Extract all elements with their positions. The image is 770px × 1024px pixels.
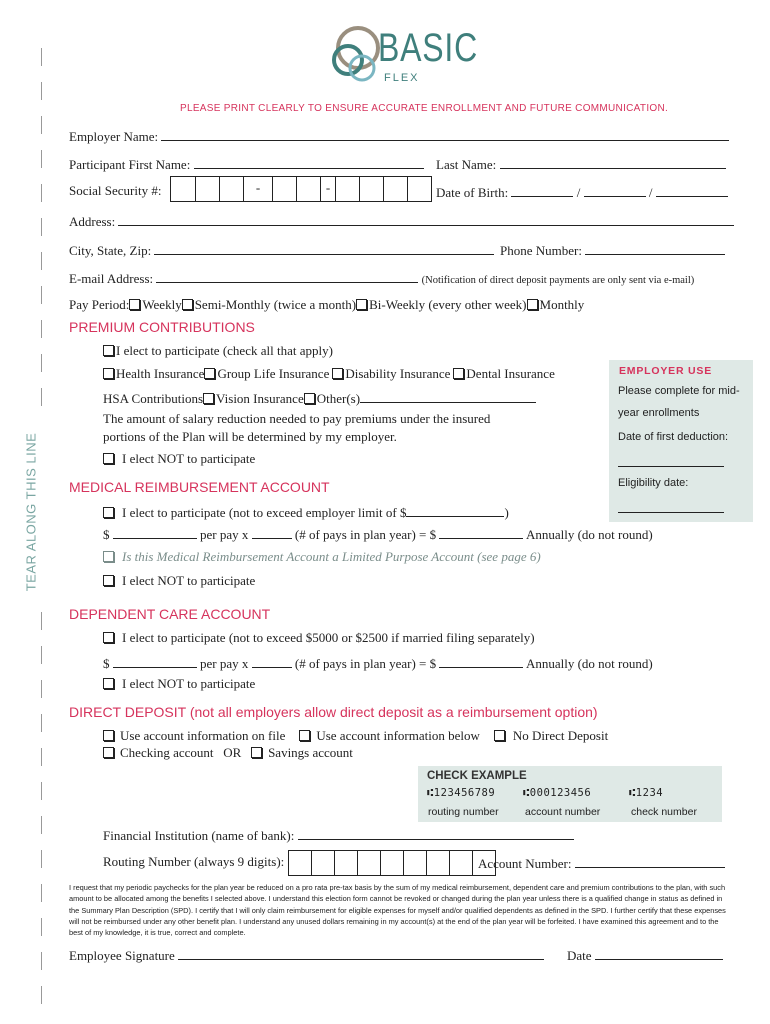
premium-note-line1: The amount of salary reduction needed to pay premiums under the insured xyxy=(103,411,491,426)
employer-use-heading: EMPLOYER USE xyxy=(619,365,713,377)
medical-limited-checkbox[interactable] xyxy=(103,551,114,562)
logo xyxy=(326,22,479,92)
medical-elect-row: I elect to participate (not to exceed employer limit of $ ) xyxy=(103,503,509,521)
account-number-caption: account number xyxy=(525,806,601,818)
medical-elect-label: I elect to participate (not to exceed employer limit of $ xyxy=(122,505,407,520)
checking-label: Checking account xyxy=(120,745,214,760)
weekly-checkbox[interactable] xyxy=(129,299,140,310)
city-row xyxy=(69,241,494,259)
disability-checkbox[interactable] xyxy=(332,368,343,379)
disability-label: Disability Insurance xyxy=(345,366,451,381)
account-number-label: Account Number: xyxy=(478,856,572,871)
dob-month-field[interactable] xyxy=(511,183,573,197)
phone-label: Phone Number: xyxy=(500,243,582,258)
phone-field[interactable] xyxy=(585,241,725,255)
dependent-elect-not-row xyxy=(103,676,255,692)
or-label: OR xyxy=(223,745,242,760)
institution-row xyxy=(103,826,574,844)
dob-day-field[interactable] xyxy=(584,183,646,197)
eligibility-label: Eligibility date: xyxy=(618,477,689,489)
dependent-elect-label: I elect to participate (not to exceed $5000 or $2500 if married filing separately) xyxy=(122,630,535,645)
premium-elect-not-label: I elect NOT to participate xyxy=(122,451,256,466)
other-field[interactable] xyxy=(360,389,536,403)
dependent-calc-row: $ per pay x (# of pays in plan year) = $ Annually (do not round) xyxy=(103,656,653,671)
medical-annual-field[interactable] xyxy=(439,525,523,539)
employer-name-row xyxy=(69,127,729,145)
medical-elect-checkbox[interactable] xyxy=(103,507,114,518)
dd-options-row xyxy=(103,728,608,744)
email-label: E-mail Address: xyxy=(69,271,154,286)
dependent-pays-field[interactable] xyxy=(252,654,292,668)
premium-elect-label: I elect to participate (check all that apply) xyxy=(116,343,333,358)
use-file-checkbox[interactable] xyxy=(103,730,114,741)
premium-options-row2 xyxy=(103,389,536,407)
dental-checkbox[interactable] xyxy=(453,368,464,379)
check-number-caption: check number xyxy=(631,806,697,818)
routing-label: Routing Number (always 9 digits): xyxy=(103,854,285,869)
check-routing-number: ⑆123456789 xyxy=(427,787,496,799)
account-number-field[interactable] xyxy=(575,854,725,868)
routing-number-caption: routing number xyxy=(428,806,499,818)
email-row xyxy=(69,269,694,287)
dob-label: Date of Birth: xyxy=(436,185,509,200)
weekly-label: Weekly xyxy=(142,297,182,312)
dependent-heading: DEPENDENT CARE ACCOUNT xyxy=(69,606,271,622)
address-field[interactable] xyxy=(118,212,734,226)
dependent-elect-not-checkbox[interactable] xyxy=(103,678,114,689)
premium-elect-checkbox[interactable] xyxy=(103,345,114,356)
semi-monthly-checkbox[interactable] xyxy=(182,299,193,310)
savings-label: Savings account xyxy=(268,745,353,760)
first-deduction-label: Date of first deduction: xyxy=(618,431,729,443)
instructions: PLEASE PRINT CLEARLY TO ENSURE ACCURATE ENROLLMENT AND FUTURE COMMUNICATION. xyxy=(180,103,669,114)
first-name-label: Participant First Name: xyxy=(69,157,191,172)
ssn-label: Social Security #: xyxy=(69,183,162,198)
premium-heading: PREMIUM CONTRIBUTIONS xyxy=(69,319,255,335)
logo-mark-icon xyxy=(326,22,386,90)
group-life-label: Group Life Insurance xyxy=(217,366,330,381)
institution-field[interactable] xyxy=(298,826,574,840)
use-below-checkbox[interactable] xyxy=(299,730,310,741)
employee-signature-field[interactable] xyxy=(178,946,544,960)
other-checkbox[interactable] xyxy=(304,393,315,404)
medical-heading: MEDICAL REIMBURSEMENT ACCOUNT xyxy=(69,479,330,495)
premium-note-line2: portions of the Plan will be determined by my employer. xyxy=(103,429,397,444)
employer-use-line1: Please complete for mid- xyxy=(618,385,740,397)
last-name-row xyxy=(436,155,726,173)
signature-date-label: Date xyxy=(567,948,592,963)
legal-text: I request that my periodic paychecks for the plan year be reduced on a pro rata pre-tax basis by the sum of my medical reimbursement, dependent care and premium contributions to the plan, with such amount to be allocated among the benefits I selected above. I understand this election form cannot be revoked or changed during the plan year unless there is a qualified change in status as defined in the Summary Plan Description (SPD). I certify that I will only claim reimbursement for eligible expenses for myself and/or qualified dependents as defined in the SPD. I further certify that these expenses will not be reimbursed under any other benefit plan. I understand any unused dollars remaining in my account(s) at the end of the plan year will be forfeited. I have examined this agreement and to the best of my knowledge, it is true, correct and complete. xyxy=(69,883,726,938)
employee-signature-label: Employee Signature xyxy=(69,948,175,963)
monthly-checkbox[interactable] xyxy=(527,299,538,310)
dependent-elect-row xyxy=(103,630,535,646)
health-insurance-label: Health Insurance xyxy=(116,366,205,381)
logo-text: BASIC xyxy=(378,26,479,70)
first-deduction-field[interactable] xyxy=(618,455,724,467)
address-row xyxy=(69,212,734,230)
no-dd-checkbox[interactable] xyxy=(494,730,505,741)
medical-annual-label: Annually (do not round) xyxy=(525,527,653,542)
phone-row xyxy=(500,241,725,259)
no-dd-label: No Direct Deposit xyxy=(512,728,609,743)
email-field[interactable] xyxy=(156,269,418,283)
direct-deposit-heading: DIRECT DEPOSIT (not all employers allow direct deposit as a reimbursement option) xyxy=(69,704,598,720)
group-life-checkbox[interactable] xyxy=(204,368,215,379)
medical-limit-field[interactable] xyxy=(406,503,504,517)
city-field[interactable] xyxy=(154,241,494,255)
pay-period-row xyxy=(69,297,584,313)
premium-elect-not-row xyxy=(103,451,255,467)
dependent-pays-label: (# of pays in plan year) = $ xyxy=(294,656,437,671)
medical-pays-field[interactable] xyxy=(252,525,292,539)
employer-name-label: Employer Name: xyxy=(69,129,159,144)
hsa-label: HSA Contributions xyxy=(103,391,204,406)
first-name-field[interactable] xyxy=(194,155,424,169)
health-insurance-checkbox[interactable] xyxy=(103,368,114,379)
email-note: (Notification of direct deposit payments are only sent via e-mail) xyxy=(421,275,695,286)
dependent-elect-not-label: I elect NOT to participate xyxy=(122,676,256,691)
eligibility-field[interactable] xyxy=(618,501,724,513)
savings-checkbox[interactable] xyxy=(251,747,262,758)
checking-checkbox[interactable] xyxy=(103,747,114,758)
pay-period-label: Pay Period: xyxy=(69,297,130,312)
vision-label: Vision Insurance xyxy=(216,391,304,406)
bi-weekly-label: Bi-Weekly (every other week) xyxy=(369,297,527,312)
address-label: Address: xyxy=(69,214,116,229)
signature-date-field[interactable] xyxy=(595,946,723,960)
use-below-label: Use account information below xyxy=(316,728,480,743)
medical-elect-not-label: I elect NOT to participate xyxy=(122,573,256,588)
bi-weekly-checkbox[interactable] xyxy=(356,299,367,310)
medical-calc-row: $ per pay x (# of pays in plan year) = $ Annually (do not round) xyxy=(103,527,653,542)
dob-year-field[interactable] xyxy=(656,183,728,197)
check-example-title: CHECK EXAMPLE xyxy=(427,770,527,782)
medical-pays-label: (# of pays in plan year) = $ xyxy=(294,527,437,542)
dependent-per-pay-field[interactable] xyxy=(113,654,197,668)
first-name-row xyxy=(69,155,424,173)
dependent-elect-checkbox[interactable] xyxy=(103,632,114,643)
use-file-label: Use account information on file xyxy=(120,728,286,743)
dependent-annual-field[interactable] xyxy=(439,654,523,668)
hsa-checkbox[interactable] xyxy=(203,393,214,404)
premium-options-row1 xyxy=(103,366,555,382)
check-account-number: ⑆000123456 xyxy=(523,787,592,799)
employer-use-line2: year enrollments xyxy=(618,407,700,419)
medical-limited-row xyxy=(103,549,541,565)
semi-monthly-label: Semi-Monthly (twice a month) xyxy=(194,297,357,312)
last-name-field[interactable] xyxy=(500,155,726,169)
medical-elect-not-row xyxy=(103,573,255,589)
medical-elect-not-checkbox[interactable] xyxy=(103,575,114,586)
last-name-label: Last Name: xyxy=(436,157,497,172)
city-label: City, State, Zip: xyxy=(69,243,152,258)
check-check-number: ⑆1234 xyxy=(629,787,664,799)
monthly-label: Monthly xyxy=(539,297,585,312)
dd-account-type-row xyxy=(103,745,353,761)
tear-line-label: TEAR ALONG THIS LINE xyxy=(23,432,39,592)
premium-elect-row xyxy=(103,343,333,359)
medical-per-pay-label: per pay x xyxy=(200,527,249,542)
other-label: Other(s) xyxy=(316,391,361,406)
premium-elect-not-checkbox[interactable] xyxy=(103,453,114,464)
employer-name-field[interactable] xyxy=(161,127,729,141)
dental-label: Dental Insurance xyxy=(466,366,555,381)
medical-per-pay-field[interactable] xyxy=(113,525,197,539)
signature-date-row xyxy=(567,946,723,964)
logo-subtext: FLEX xyxy=(384,72,420,84)
dependent-annual-label: Annually (do not round) xyxy=(525,656,653,671)
medical-limited-label: Is this Medical Reimbursement Account a Limited Purpose Account (see page 6) xyxy=(122,549,541,564)
institution-label: Financial Institution (name of bank): xyxy=(103,828,295,843)
dependent-per-pay-label: per pay x xyxy=(200,656,249,671)
employee-signature-row xyxy=(69,946,544,964)
account-number-row xyxy=(478,854,725,872)
dob-row: Date of Birth: / / xyxy=(436,183,728,201)
